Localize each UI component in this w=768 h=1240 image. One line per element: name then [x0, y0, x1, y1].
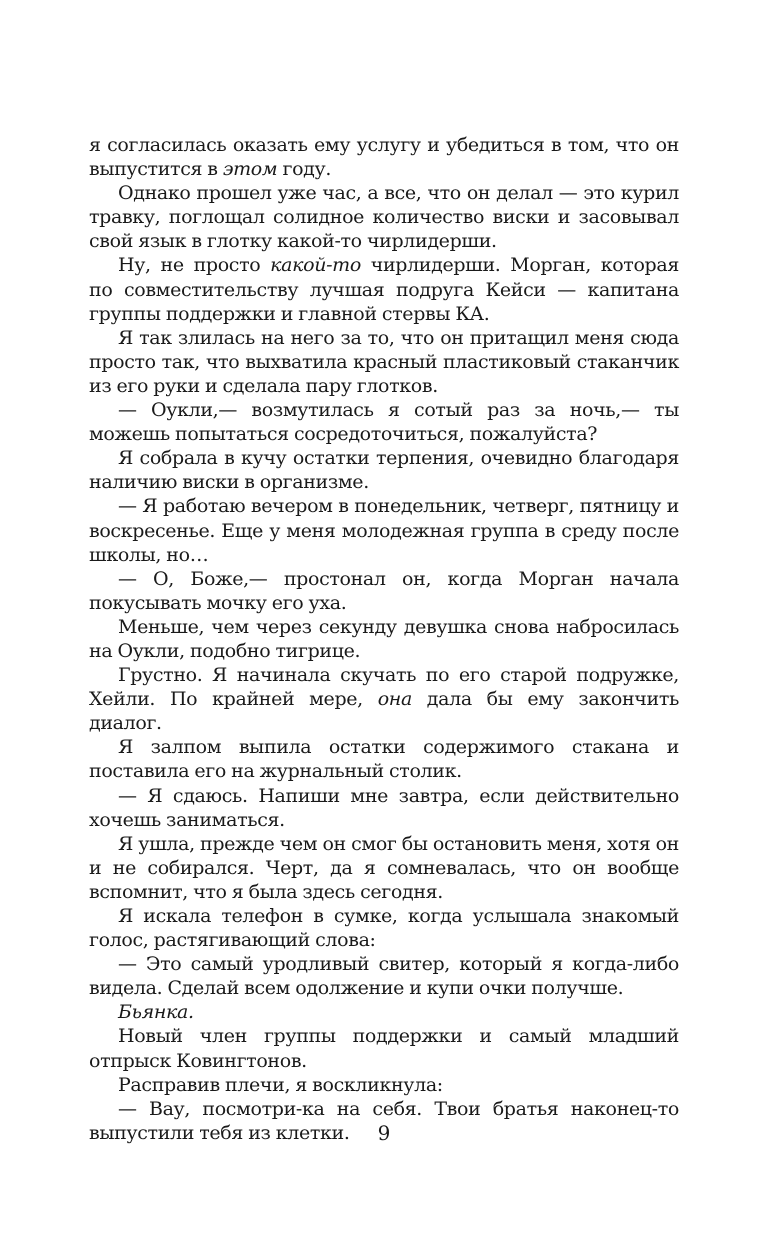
text-run: Меньше, чем через секунду девушка снова набросилась на Оукли, подобно тигрице.: [89, 615, 679, 662]
text-run: Ну, не просто: [118, 254, 271, 277]
paragraph: [89, 784, 679, 832]
text-run: чирлидерши. Морган, которая по совместительству лучшая подруга Кейси — капитана группы поддержки и главной стервы КА.: [89, 254, 679, 325]
paragraph: [89, 615, 679, 663]
paragraph: [89, 398, 679, 446]
text-run: Расправив плечи, я воскликнула:: [118, 1073, 443, 1096]
text-run: Я залпом выпила остатки содержимого стакана и поставила его на журнальный столик.: [89, 736, 679, 783]
text-run: дала бы ему закончить диалог.: [89, 688, 679, 735]
italic-text: она: [377, 688, 412, 711]
text-run: — Я сдаюсь. Напиши мне завтра, если действительно хочешь заниматься.: [89, 784, 679, 831]
paragraph: [89, 1024, 679, 1072]
text-run: — Это самый уродливый свитер, который я когда-либо видела. Сделай всем одолжение и купи очки получше.: [89, 953, 679, 1000]
text-run: Я собрала в кучу остатки терпения, очевидно благодаря наличию виски в организме.: [89, 447, 679, 494]
text-run: Я так злилась на него за то, что он притащил меня сюда просто так, что выхватила красный пластиковый стаканчик из его руки и сделала пару глотков.: [89, 326, 679, 397]
paragraph: [89, 1073, 679, 1097]
text-run: Однако прошел уже час, а все, что он делал — это курил травку, поглощал солидное количество виски и засовывал свой язык в глотку какой-то чирлидерши.: [89, 182, 679, 253]
paragraph: [89, 567, 679, 615]
paragraph: [89, 832, 679, 904]
page-number: 9: [377, 1121, 391, 1145]
text-run: Новый член группы поддержки и самый младший отпрыск Ковингтонов.: [89, 1025, 679, 1072]
text-run: я согласилась оказать ему услугу и убедиться в том, что он выпустится в: [89, 134, 679, 181]
paragraph: [89, 326, 679, 398]
text-run: Я искала телефон в сумке, когда услышала знакомый голос, растягивающий слова:: [89, 905, 679, 952]
paragraph: [89, 133, 679, 181]
italic-text: этом: [222, 158, 278, 181]
paragraph: [89, 904, 679, 952]
italic-text: Бьянка.: [118, 1001, 194, 1024]
paragraph: [89, 181, 679, 253]
page-body-text: [89, 133, 679, 1145]
paragraph: [89, 735, 679, 783]
paragraph: [89, 1000, 679, 1024]
paragraph: [89, 446, 679, 494]
text-run: — Я работаю вечером в понедельник, четверг, пятницу и воскресенье. Еще у меня молодежная группа в среду после школы, но…: [89, 495, 679, 566]
paragraph: [89, 663, 679, 735]
text-run: Я ушла, прежде чем он смог бы остановить меня, хотя он и не собирался. Черт, да я сомневалась, что он вообще вспомнит, что я была здесь сегодня.: [89, 832, 679, 903]
paragraph: [89, 253, 679, 325]
text-run: году.: [277, 158, 332, 181]
text-run: — О, Боже,— простонал он, когда Морган начала покусывать мочку его уха.: [89, 567, 679, 614]
paragraph: [89, 952, 679, 1000]
text-run: Грустно. Я начинала скучать по его старой подружке, Хейли. По крайней мере,: [89, 664, 679, 711]
italic-text: какой-то: [270, 254, 361, 277]
text-run: — Вау, посмотри-ка на себя. Твои братья наконец-то выпустили тебя из клетки.: [89, 1097, 679, 1144]
text-run: — Оукли,— возмутилась я сотый раз за ночь,— ты можешь попытаться сосредоточиться, пожалуйста?: [89, 399, 679, 446]
paragraph: [89, 494, 679, 566]
